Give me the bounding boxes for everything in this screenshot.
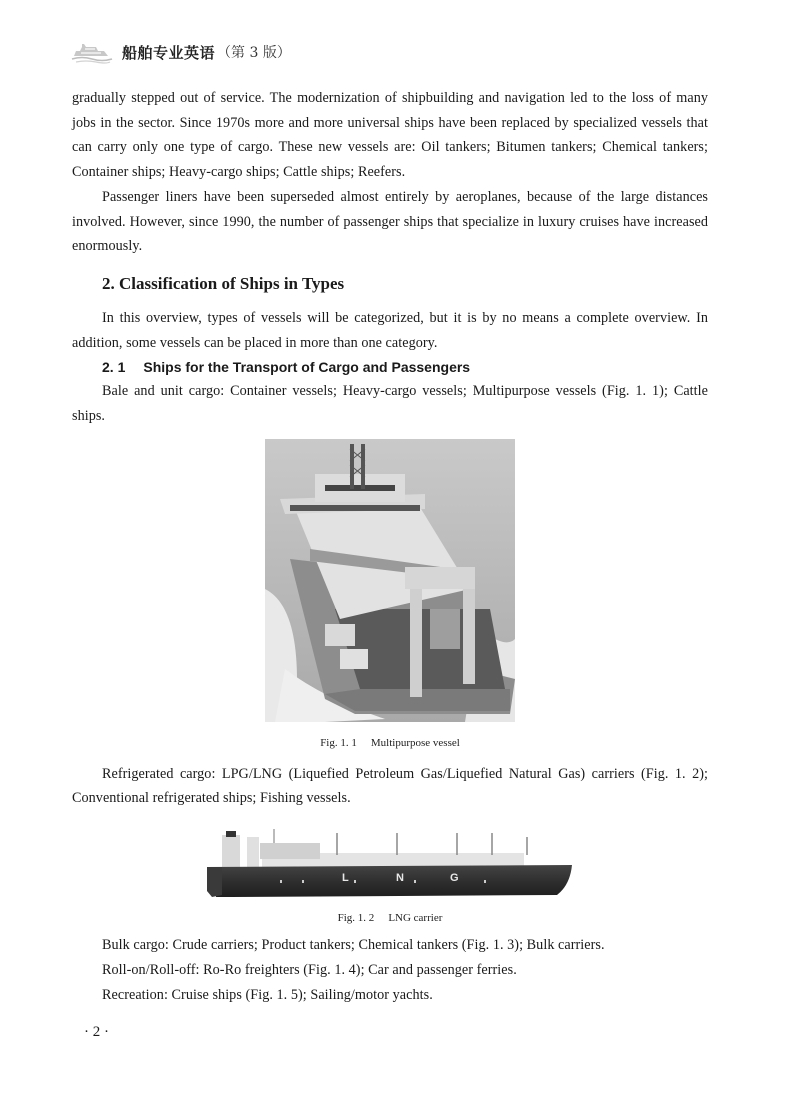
lng-carrier-photo <box>202 825 578 905</box>
hull-letter-n: N <box>396 872 404 885</box>
multipurpose-vessel-photo <box>265 439 515 722</box>
figure-1-1 <box>72 439 708 762</box>
subsection-heading <box>102 355 708 379</box>
figure-1-2 <box>72 825 708 933</box>
paragraph-bale-cargo: Bale and unit cargo: Container vessels; Heavy-cargo vessels; Multipurpose vessels (Fig. 1. 1); Cattle ships. <box>72 383 708 425</box>
hull-letter-l: L <box>342 872 349 885</box>
paragraph-bulk-cargo: Bulk cargo: Crude carriers; Product tankers; Chemical tankers (Fig. 1. 3); Bulk carriers. <box>102 937 605 954</box>
cargo-type-list <box>72 933 708 1007</box>
figure-number: Fig. 1. 2 <box>337 912 375 925</box>
hull-letter-g: G <box>450 872 459 885</box>
subsection-title: Ships for the Transport of Cargo and Passengers <box>143 359 471 376</box>
subsection-number: 2. 1 <box>102 359 126 376</box>
paragraph-overview: In this overview, types of vessels will be categorized, but it is by no means a complete overview. In addition, some vessels can be placed in more than one category. <box>72 309 708 351</box>
running-header <box>70 38 291 66</box>
figure-caption <box>338 911 443 925</box>
figure-caption-text: LNG carrier <box>388 912 443 925</box>
section-heading: 2. Classification of Ships in Types <box>102 273 345 293</box>
page-number: · 2 · <box>84 1024 109 1040</box>
book-edition: （第 3 版） <box>217 45 291 61</box>
cruise-ship-icon <box>70 39 114 65</box>
paragraph-roll-on-roll-off: Roll-on/Roll-off: Ro-Ro freighters (Fig. 1. 4); Car and passenger ferries. <box>102 961 517 978</box>
page-body <box>72 86 708 1007</box>
book-title: 船舶专业英语 <box>122 43 216 62</box>
paragraph-refrigerated-cargo: Refrigerated cargo: LPG/LNG (Liquefied Petroleum Gas/Liquefied Natural Gas) carriers (Fig. 1. 2); Conventional refrigerated ships; Fishing vessels. <box>72 765 708 807</box>
paragraph-recreation: Recreation: Cruise ships (Fig. 1. 5); Sailing/motor yachts. <box>102 986 433 1003</box>
figure-caption-text: Multipurpose vessel <box>370 736 460 749</box>
figure-number: Fig. 1. 1 <box>320 736 357 749</box>
paragraph-passenger-liners: Passenger liners have been superseded almost entirely by aeroplanes, because of the large distances involved. However, since 1990, the number of passenger ships that specialize in luxury cruises have increased enormously. <box>72 188 708 255</box>
figure-caption <box>320 736 460 750</box>
paragraph-ship-modernization: gradually stepped out of service. The modernization of shipbuilding and navigation led to the loss of many jobs in the sector. Since 1970s more and more universal ships have been replaced by specialized vessels that can carry only one type of cargo. These new vessels are: Oil tankers; Bitumen tankers; Chemical tankers; Container ships; Heavy-cargo ships; Cattle ships; Reefers. <box>72 90 708 181</box>
